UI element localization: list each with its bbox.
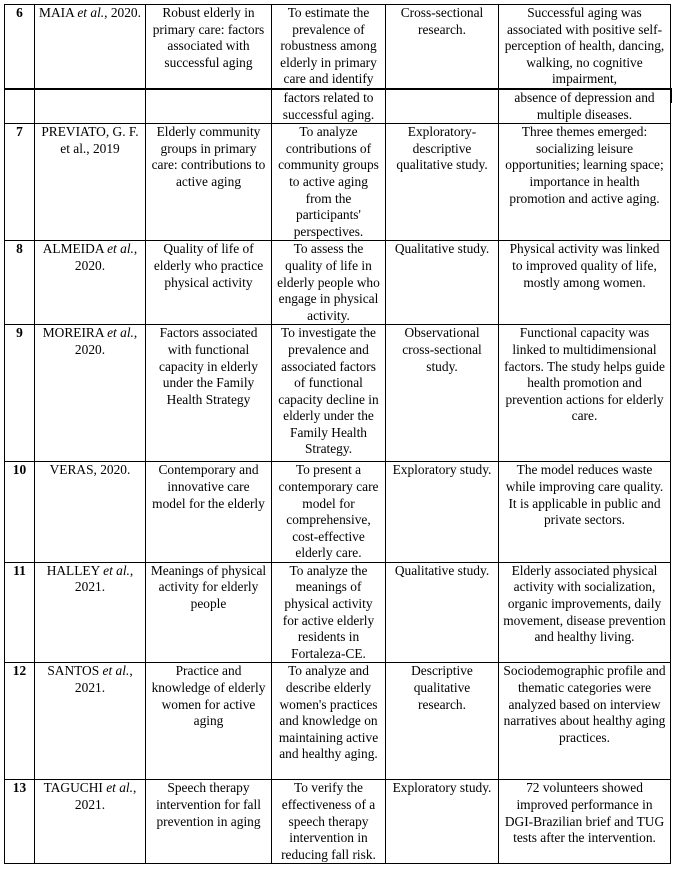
table-row (5, 5, 671, 89)
study-title: Robust elderly in primary care: factors associated with successful aging (146, 5, 272, 89)
study-title: Elderly community groups in primary care: contributions to active aging (146, 124, 272, 241)
study-authors: PREVIATO, G. F. et al., 2019 (35, 124, 146, 241)
table-row (5, 780, 671, 864)
study-authors (35, 89, 146, 124)
table-row (5, 663, 671, 780)
table-row (5, 462, 671, 563)
study-objective: To assess the quality of life in elderly people who engage in physical activity. (272, 241, 386, 325)
table-row (5, 241, 671, 325)
study-authors: MAIA et al., 2020. (35, 5, 146, 89)
study-number: 10 (5, 462, 35, 563)
study-title: Contemporary and innovative care model for the elderly (146, 462, 272, 563)
study-objective: To estimate the prevalence of robustness among elderly in primary care and identify (272, 5, 386, 89)
study-objective: To investigate the prevalence and associated factors of functional capacity decline in elderly under the Family Health Strategy. (272, 325, 386, 462)
study-result: Physical activity was linked to improved quality of life, mostly among women. (499, 241, 671, 325)
study-authors: MOREIRA et al., 2020. (35, 325, 146, 462)
study-number (5, 89, 35, 124)
study-result: absence of depression and multiple diseases. (499, 89, 671, 124)
study-title: Quality of life of elderly who practice physical activity (146, 241, 272, 325)
table-edge-mark (671, 88, 672, 103)
table-row (5, 89, 671, 124)
study-authors: ALMEIDA et al., 2020. (35, 241, 146, 325)
study-authors: VERAS, 2020. (35, 462, 146, 563)
study-title (146, 89, 272, 124)
study-title: Practice and knowledge of elderly women for active aging (146, 663, 272, 780)
table-row (5, 124, 671, 241)
study-number: 11 (5, 562, 35, 663)
study-result: Functional capacity was linked to multidimensional factors. The study helps guide health promotion and prevention actions for elderly care. (499, 325, 671, 462)
study-method: Exploratory-descriptive qualitative study. (386, 124, 499, 241)
study-number: 7 (5, 124, 35, 241)
study-method: Exploratory study. (386, 780, 499, 864)
study-method: Descriptive qualitative research. (386, 663, 499, 780)
study-method: Qualitative study. (386, 241, 499, 325)
study-objective: To analyze contributions of community groups to active aging from the participants' perspectives. (272, 124, 386, 241)
study-result: Three themes emerged: socializing leisure opportunities; learning space; importance in health promotion and active aging. (499, 124, 671, 241)
table-row (5, 562, 671, 663)
study-objective: To verify the effectiveness of a speech therapy intervention in reducing fall risk. (272, 780, 386, 864)
study-title: Speech therapy intervention for fall prevention in aging (146, 780, 272, 864)
study-authors: SANTOS et al., 2021. (35, 663, 146, 780)
study-title: Factors associated with functional capacity in elderly under the Family Health Strategy (146, 325, 272, 462)
study-number: 8 (5, 241, 35, 325)
study-method (386, 89, 499, 124)
study-objective: To present a contemporary care model for comprehensive, cost-effective elderly care. (272, 462, 386, 563)
study-result: Successful aging was associated with positive self-perception of health, dancing, walking, no cognitive impairment, (499, 5, 671, 89)
study-objective: To analyze and describe elderly women's practices and knowledge on maintaining active and healthy aging. (272, 663, 386, 780)
study-number: 13 (5, 780, 35, 864)
study-number: 12 (5, 663, 35, 780)
studies-table (4, 4, 671, 864)
study-title: Meanings of physical activity for elderly people (146, 562, 272, 663)
study-number: 9 (5, 325, 35, 462)
study-method: Exploratory study. (386, 462, 499, 563)
study-method: Qualitative study. (386, 562, 499, 663)
table-row (5, 325, 671, 462)
study-result: The model reduces waste while improving care quality. It is applicable in public and private sectors. (499, 462, 671, 563)
study-objective: factors related to successful aging. (272, 89, 386, 124)
study-number: 6 (5, 5, 35, 89)
study-objective: To analyze the meanings of physical activity for active elderly residents in Fortaleza-CE. (272, 562, 386, 663)
study-authors: TAGUCHI et al., 2021. (35, 780, 146, 864)
study-result: 72 volunteers showed improved performance in DGI-Brazilian brief and TUG tests after the intervention. (499, 780, 671, 864)
study-authors: HALLEY et al., 2021. (35, 562, 146, 663)
study-method: Cross-sectional research. (386, 5, 499, 89)
study-result: Elderly associated physical activity with socialization, organic improvements, daily movement, disease prevention and healthy living. (499, 562, 671, 663)
study-method: Observational cross-sectional study. (386, 325, 499, 462)
study-result: Sociodemographic profile and thematic categories were analyzed based on interview narratives about healthy aging practices. (499, 663, 671, 780)
